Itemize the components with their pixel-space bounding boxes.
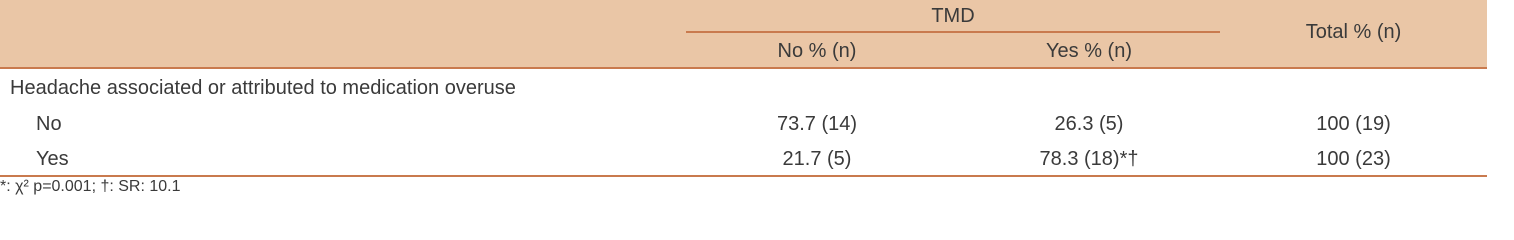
cell-total: 100 (19) [1316, 113, 1391, 135]
cell-yes: 26.3 (5) [1054, 113, 1124, 135]
header-divider [0, 67, 1487, 69]
row-label: Yes [36, 148, 69, 170]
header-col-no: No % (n) [777, 40, 857, 62]
header-col-yes: Yes % (n) [1046, 40, 1132, 62]
cell-total: 100 (23) [1316, 148, 1391, 170]
cell-no: 21.7 (5) [782, 148, 852, 170]
table-footnote: *: χ² p=0.001; †: SR: 10.1 [0, 178, 181, 195]
cell-yes: 78.3 (18)*† [1039, 148, 1139, 170]
table-bottom-divider [0, 175, 1487, 177]
section-label: Headache associated or attributed to medication overuse [10, 77, 516, 99]
row-label: No [36, 113, 62, 135]
header-group-tmd: TMD [931, 5, 975, 27]
header-col-total: Total % (n) [1305, 21, 1402, 43]
cell-no: 73.7 (14) [776, 113, 858, 135]
header-group-divider [686, 31, 1220, 33]
